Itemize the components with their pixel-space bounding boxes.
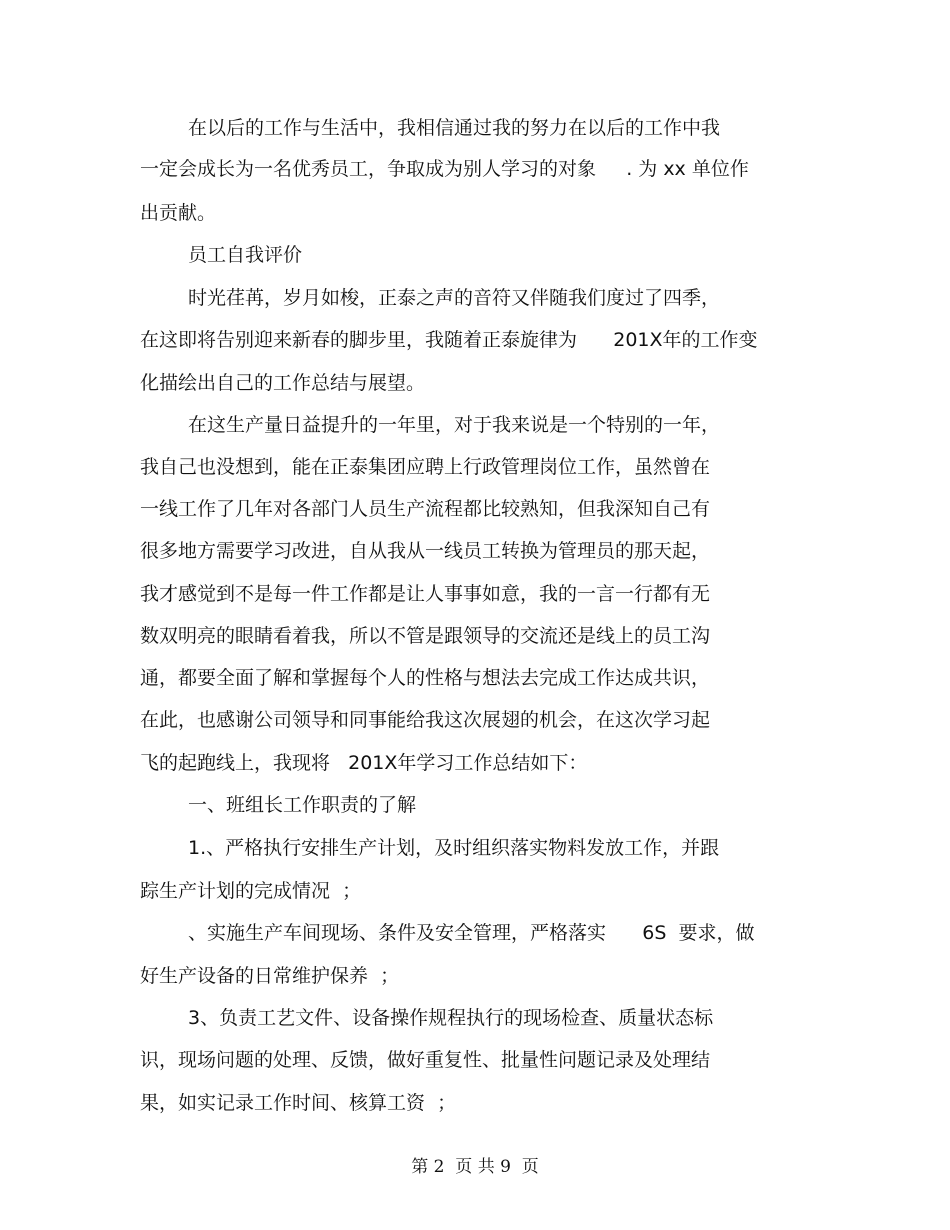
text-line: 通，都要全面了解和掌握每个人的性格与想法去完成工作达成共识， xyxy=(140,667,711,689)
text-line: 在这生产量日益提升的一年里，对于我来说是一个特别的一年， xyxy=(188,414,721,436)
page-number-footer: 第 2 页 共 9 页 xyxy=(411,1157,539,1177)
list-item-line: 3、负责工艺文件、设备操作规程执行的现场检查、质量状态标 xyxy=(188,1007,714,1029)
list-item-line: 、实施生产车间现场、条件及安全管理，严格落实 6S 要求，做 xyxy=(188,922,755,944)
text-line: 飞的起跑线上，我现将 201X年学习工作总结如下： xyxy=(140,752,588,774)
text-line: 一线工作了几年对各部门人员生产流程都比较熟知，但我深知自己有 xyxy=(140,498,711,520)
list-item-line: 1.、严格执行安排生产计划，及时组织落实物料发放工作，并跟 xyxy=(188,837,720,859)
section-heading: 员工自我评价 xyxy=(188,244,303,266)
text-line: 出贡献。 xyxy=(140,202,217,224)
section-heading: 一、班组长工作职责的了解 xyxy=(188,794,417,816)
list-item-line: 识，现场问题的处理、反馈，做好重复性、批量性问题记录及处理结 xyxy=(140,1049,711,1071)
list-item-line: 好生产设备的日常维护保养 ； xyxy=(140,965,400,987)
text-line: 数双明亮的眼睛看着我，所以不管是跟领导的交流还是线上的员工沟 xyxy=(140,625,711,647)
text-line: 时光荏苒，岁月如梭，正泰之声的音符又伴随我们度过了四季， xyxy=(188,287,721,309)
text-line: 化描绘出自己的工作总结与展望。 xyxy=(140,372,426,394)
text-line: 在此，也感谢公司领导和同事能给我这次展翅的机会，在这次学习起 xyxy=(140,709,711,731)
text-line: 在以后的工作与生活中，我相信通过我的努力在以后的工作中我 xyxy=(188,117,721,139)
text-line: 一定会成长为一名优秀员工，争取成为别人学习的对象 . 为 xx 单位作 xyxy=(140,158,749,180)
list-item-line: 踪生产计划的完成情况 ； xyxy=(140,880,362,902)
text-line: 在这即将告别迎来新春的脚步里，我随着正泰旋律为 201X年的工作变 xyxy=(140,329,758,351)
text-line: 很多地方需要学习改进，自从我从一线员工转换为管理员的那天起， xyxy=(140,540,711,562)
text-line: 我自己也没想到，能在正泰集团应聘上行政管理岗位工作，虽然曾在 xyxy=(140,456,711,478)
text-line: 我才感觉到不是每一件工作都是让人事事如意，我的一言一行都有无 xyxy=(140,583,711,605)
list-item-line: 果，如实记录工作时间、核算工资 ； xyxy=(140,1092,457,1114)
